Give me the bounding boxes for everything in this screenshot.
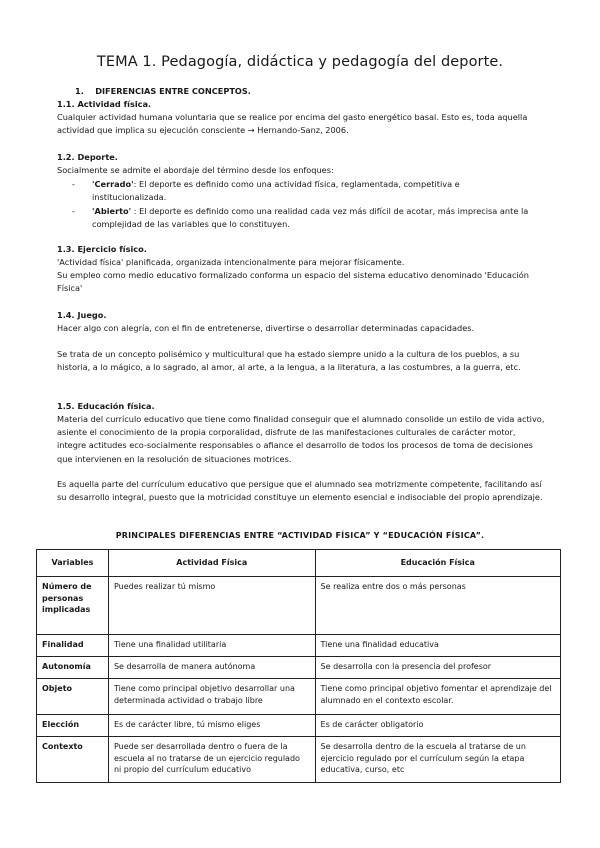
table-cell: Se desarrolla de manera autónoma	[108, 657, 315, 679]
heading-actividad-fisica: 1.1. Actividad física.	[57, 99, 152, 109]
section-heading: 1. DIFERENCIAS ENTRE CONCEPTOS.	[75, 86, 251, 96]
table-row	[37, 635, 561, 657]
bullet-dash: -	[72, 179, 75, 189]
table-cell-variable: Autonomía	[37, 657, 109, 679]
table-cell: Puede ser desarrollada dentro o fuera de la escuela al no tratarse de un ejercicio regulado ni propio del currículum educativo	[108, 737, 315, 783]
column-header: Educación Física	[315, 550, 560, 577]
paragraph-educacion-1: Materia del currículo educativo que tiene como finalidad conseguir que el alumnado consolide un estilo de vida activo, asiente el conocimiento de la propia corporalidad, disfrute de las manifestaciones culturales de carácter motor, integre actitudes eco-socialmente responsables o afiance el desarrollo de todos los procesos de toma de decisiones que intervienen en la resolución de situaciones motrices.	[57, 414, 545, 464]
paragraph-deporte-intro: Socialmente se admite el abordaje del término desde los enfoques:	[57, 165, 334, 175]
table-cell: Tiene como principal objetivo fomentar el aprendizaje del alumnado en el contexto escolar.	[315, 679, 560, 715]
heading-ejercicio-fisico: 1.3. Ejercicio físico.	[57, 244, 147, 254]
table-row	[37, 737, 561, 783]
table-header-row	[37, 550, 561, 577]
table-row	[37, 679, 561, 715]
table-cell: Es de carácter libre, tú mismo eliges	[108, 715, 315, 737]
heading-educacion-fisica: 1.5. Educación física.	[57, 401, 155, 411]
table-cell: Se realiza entre dos o más personas	[315, 577, 560, 635]
table-cell: Tiene una finalidad educativa	[315, 635, 560, 657]
table-cell-variable: Elección	[37, 715, 109, 737]
column-header: Variables	[37, 550, 109, 577]
paragraph-juego-1: Hacer algo con alegría, con el fin de entretenerse, divertirse o desarrollar determinadas capacidades.	[57, 323, 475, 333]
bullet-text: : El deporte es definido como una realidad cada vez más difícil de acotar, más imprecisa ante la complejidad de las variables que lo constituyen.	[92, 206, 529, 230]
table-cell: Se desarrolla con la presencia del profesor	[315, 657, 560, 679]
table-title: PRINCIPALES DIFERENCIAS ENTRE “ACTIVIDAD FÍSICA” Y “EDUCACIÓN FÍSICA”.	[115, 531, 485, 540]
table-row	[37, 715, 561, 737]
paragraph-ejercicio-1: 'Actividad física' planificada, organizada intencionalmente para mejorar físicamente.	[57, 257, 405, 267]
comparison-table	[36, 549, 561, 783]
table-row	[37, 657, 561, 679]
paragraph-ejercicio-2: Su empleo como medio educativo formalizado conforma un espacio del sistema educativo denominado 'Educación Física'	[57, 270, 529, 294]
heading-juego: 1.4. Juego.	[57, 310, 107, 320]
table-cell: Tiene una finalidad utilitaria	[108, 635, 315, 657]
page-title: TEMA 1. Pedagogía, didáctica y pedagogía del deporte.	[96, 54, 504, 70]
paragraph-educacion-2: Es aquella parte del currículum educativo que persigue que el alumnado sea motrizmente competente, facilitando así su desarrollo integral, puesto que la motricidad constituye un elemento esencial e indisociable del propio aprendizaje.	[57, 479, 543, 503]
paragraph-actividad-fisica: Cualquier actividad humana voluntaria que se realice por encima del gasto energético basal. Esto es, toda aquella actividad que implica su ejecución consciente → Hernando-Sanz, 2006.	[57, 112, 528, 136]
bullet-label: 'Cerrado'	[92, 179, 134, 189]
table-cell: Tiene como principal objetivo desarrollar una determinada actividad o trabajo libre	[108, 679, 315, 715]
heading-deporte: 1.2. Deporte.	[57, 152, 118, 162]
bullet-text: : El deporte es definido como una actividad física, reglamentada, competitiva e institucionalizada.	[92, 179, 460, 203]
table-cell-variable: Objeto	[37, 679, 109, 715]
table-cell-variable: Número de personas implicadas	[37, 577, 109, 635]
table-row	[37, 577, 561, 635]
table-cell: Puedes realizar tú mismo	[108, 577, 315, 635]
bullet-dash: -	[72, 206, 75, 216]
paragraph-juego-2: Se trata de un concepto polisémico y multicultural que ha estado siempre unido a la cultura de los pueblos, a su historia, a lo mágico, a lo sagrado, al amor, al arte, a la lengua, a la literatura, a las costumbres, a la guerra, etc.	[57, 349, 521, 373]
table-cell: Se desarrolla dentro de la escuela al tratarse de un ejercicio regulado por el currículum según la etapa educativa, curso, etc	[315, 737, 560, 783]
table-cell-variable: Finalidad	[37, 635, 109, 657]
table-cell: Es de carácter obligatorio	[315, 715, 560, 737]
column-header: Actividad Física	[108, 550, 315, 577]
table-cell-variable: Contexto	[37, 737, 109, 783]
bullet-label: 'Abierto'	[92, 206, 132, 216]
